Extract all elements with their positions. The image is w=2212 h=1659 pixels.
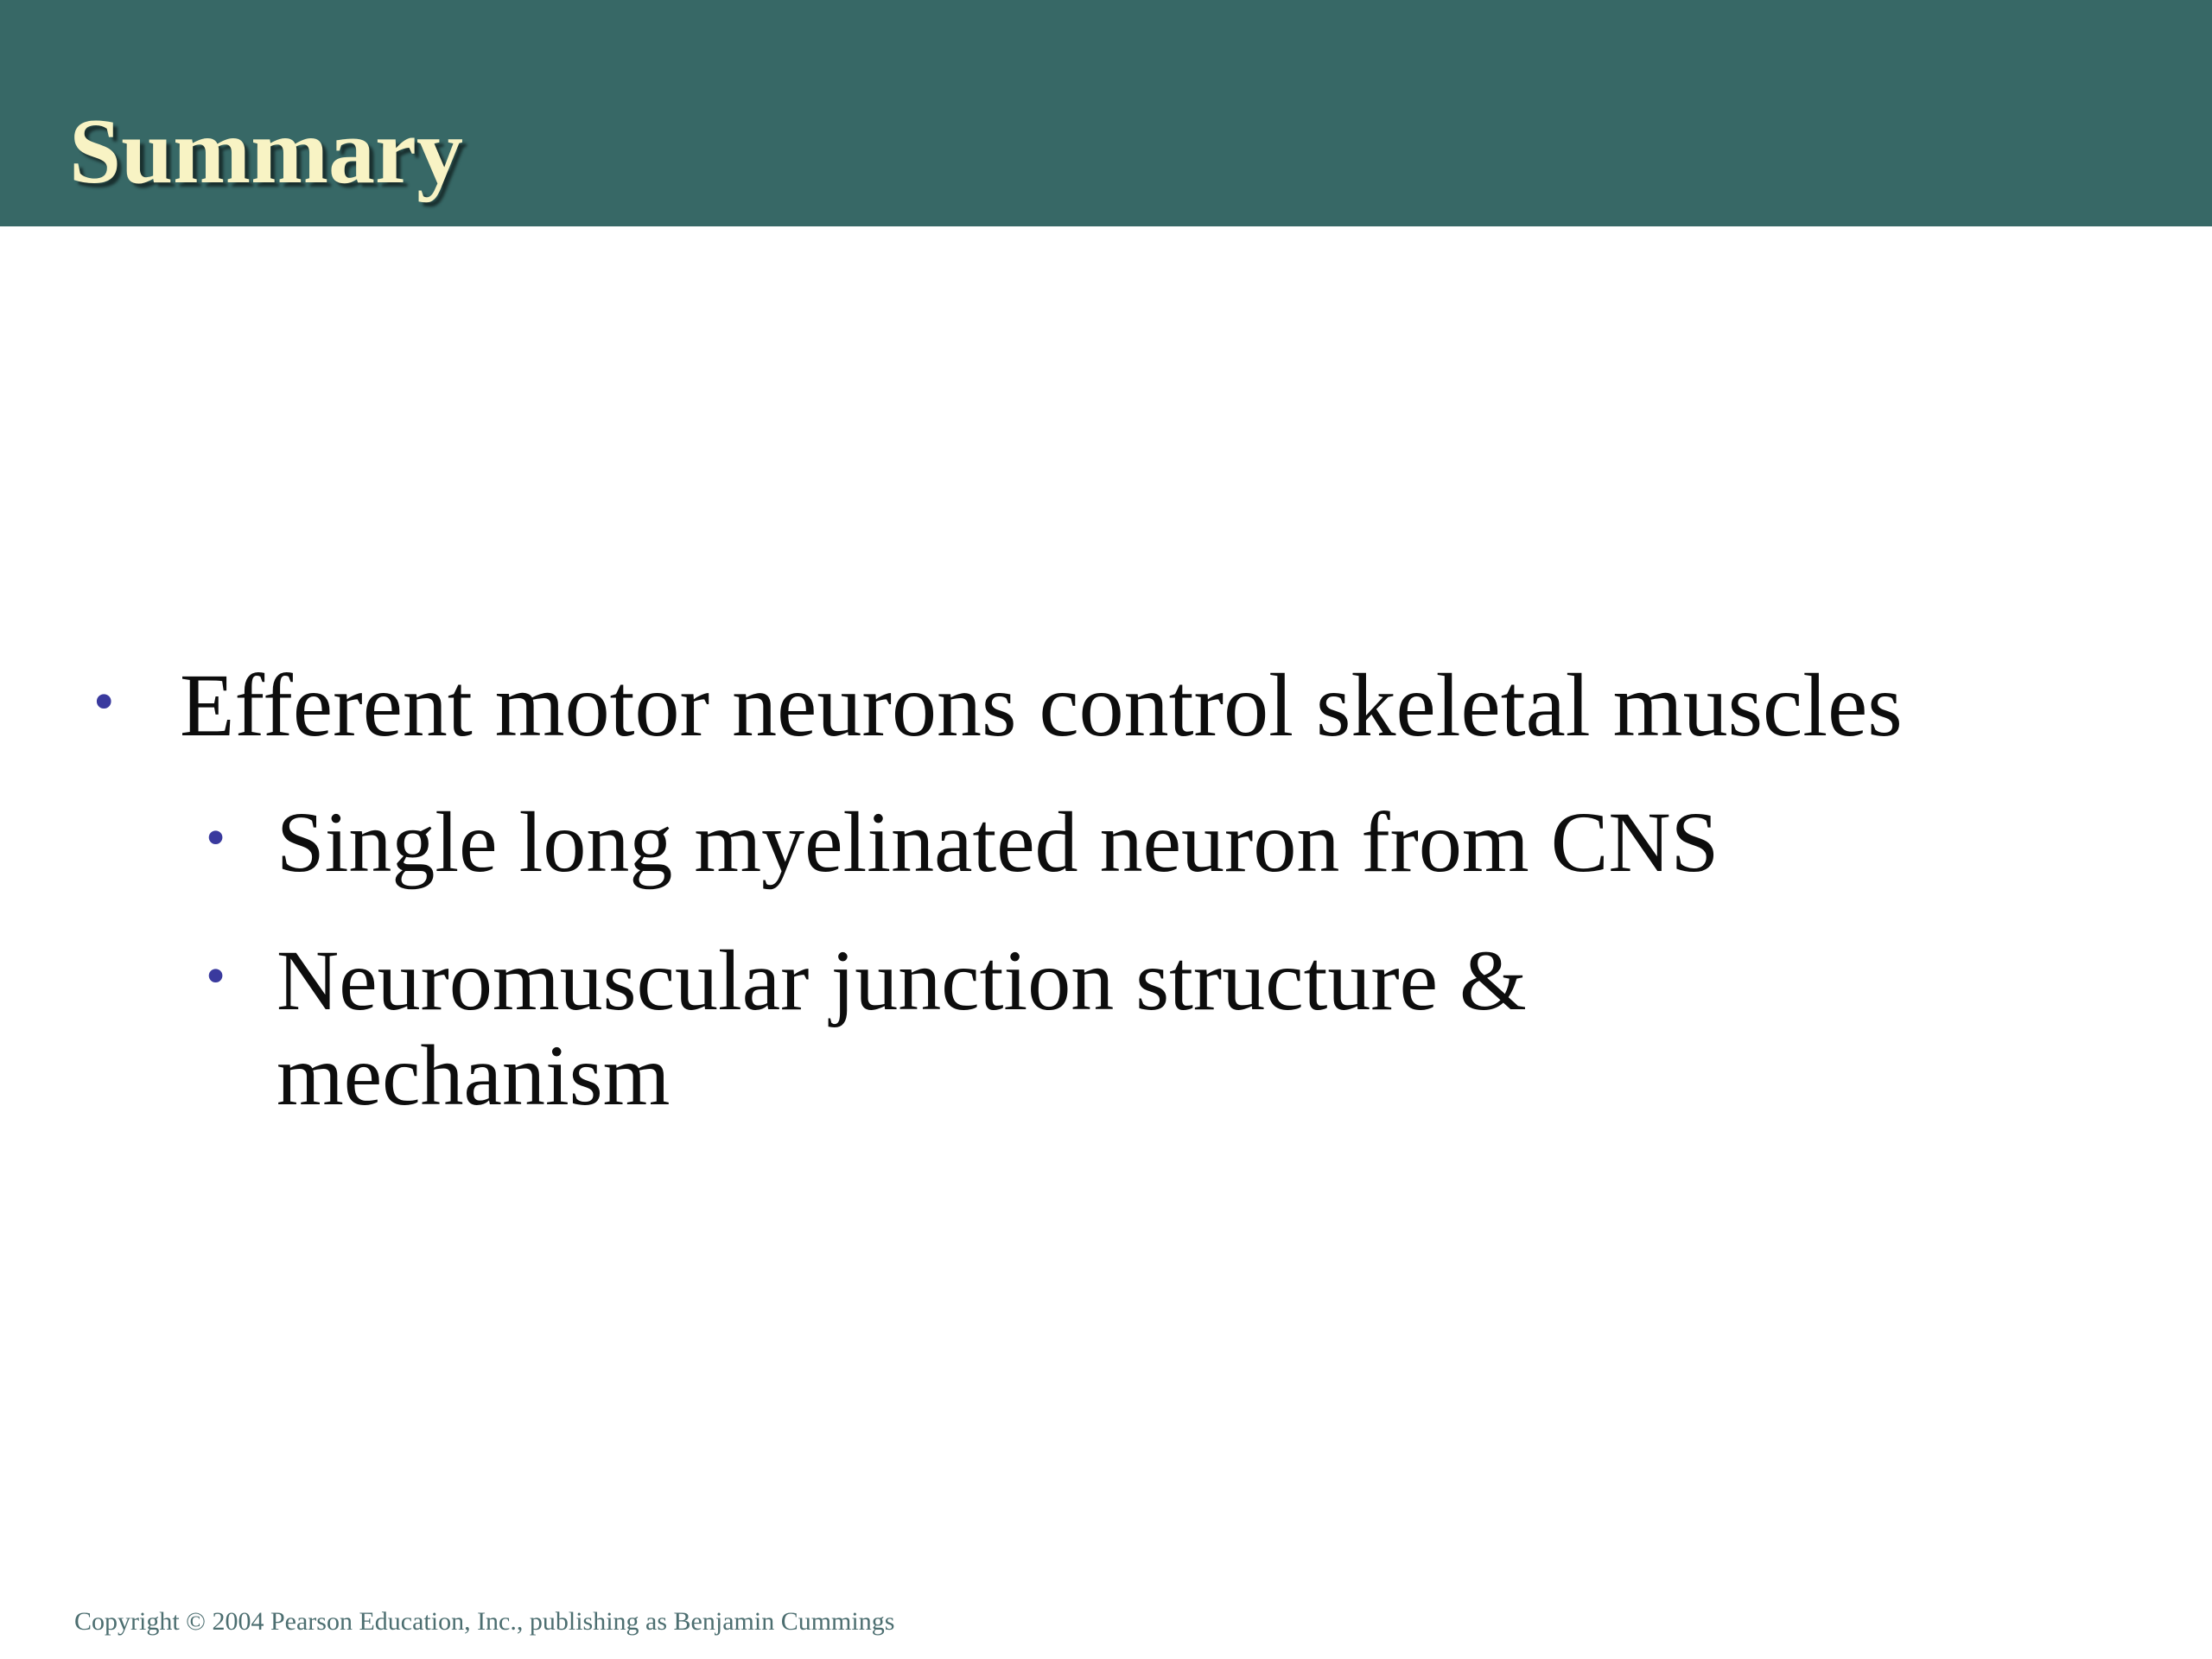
bullet-icon: • xyxy=(93,669,115,735)
bullet-text: Single long myelinated neuron from CNS xyxy=(276,794,1719,890)
slide-title: Summary xyxy=(69,100,463,203)
bullet-item-neuromuscular-junction xyxy=(206,933,1847,1123)
title-bar xyxy=(0,0,2212,226)
bullet-item-myelinated-neuron xyxy=(206,795,2107,890)
bullet-item-efferent-neurons xyxy=(93,657,2150,755)
bullet-icon: • xyxy=(206,944,226,1007)
bullet-text: Efferent motor neurons control skeletal muscles xyxy=(180,656,1903,755)
bullet-text: Neuromuscular junction structure & mechanism xyxy=(276,932,1527,1123)
bullet-icon: • xyxy=(206,806,226,869)
copyright-notice: Copyright © 2004 Pearson Education, Inc., publishing as Benjamin Cummings xyxy=(74,1607,895,1636)
